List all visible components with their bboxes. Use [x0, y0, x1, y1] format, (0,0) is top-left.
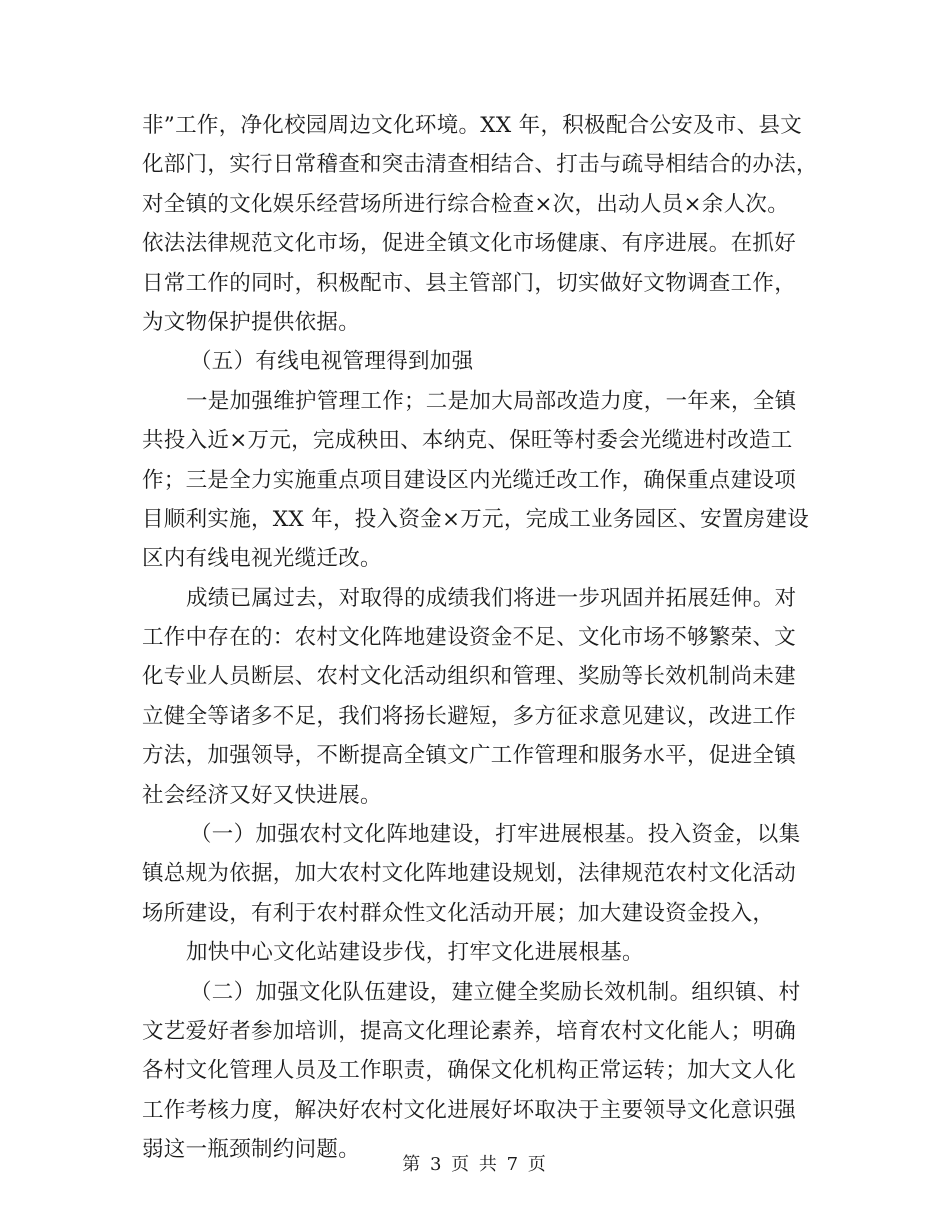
page-footer: 第 3 页 共 7 页 [402, 1154, 548, 1175]
text-line: 文艺爱好者参加培训，提高文化理论素养，培育农村文化能人；明确 [142, 1018, 797, 1044]
text-line: 为文物保护提供依据。 [142, 309, 361, 335]
text-line: 依法法律规范文化市场，促进全镇文化市场健康、有序进展。在抓好 [142, 231, 797, 257]
text-line: 场所建设，有利于农村群众性文化活动开展；加大建设资金投入， [142, 900, 775, 926]
text-line: 化专业人员断层、农村文化活动组织和管理、奖励等长效机制尚未建 [142, 664, 797, 690]
text-line: 对全镇的文化娱乐经营场所进行综合检查×次，出动人员×余人次。 [142, 191, 790, 217]
text-line: 立健全等诸多不足，我们将扬长避短，多方征求意见建议，改进工作 [142, 703, 797, 729]
text-line: 弱这一瓶颈制约问题。 [142, 1137, 361, 1163]
text-line: 一是加强维护管理工作；二是加大局部改造力度，一年来，全镇 [186, 388, 797, 414]
text-line: 方法，加强领导，不断提高全镇文广工作管理和服务水平，促进全镇 [142, 743, 797, 769]
document-body [142, 106, 818, 1170]
text-line: 工作中存在的：农村文化阵地建设资金不足、文化市场不够繁荣、文 [142, 625, 797, 651]
text-line: 非”工作，净化校园周边文化环境。XX 年，积极配合公安及市、县文 [142, 113, 803, 138]
text-line: 镇总规为依据，加大农村文化阵地建设规划，法律规范农村文化活动 [142, 861, 797, 887]
text-line: 化部门，实行日常稽查和突击清查相结合、打击与疏导相结合的办法， [142, 152, 818, 178]
text-line: 目顺利实施，XX 年，投入资金×万元，完成工业务园区、安置房建设 [142, 506, 810, 532]
text-line: 成绩已属过去，对取得的成绩我们将进一步巩固并拓展廷伸。对 [186, 585, 797, 611]
text-line: 社会经济又好又快进展。 [142, 782, 382, 808]
section-heading: （五）有线电视管理得到加强 [190, 349, 474, 375]
text-line: 区内有线电视光缆迁改。 [142, 546, 382, 572]
text-line: 共投入近×万元，完成秧田、本纳克、保旺等村委会光缆进村改造工 [142, 428, 793, 454]
text-line: 工作考核力度，解决好农村文化进展好坏取决于主要领导文化意识强 [142, 1097, 797, 1123]
text-line: 日常工作的同时，积极配市、县主管部门，切实做好文物调查工作， [142, 270, 797, 296]
text-line: 加快中心文化站建设步伐，打牢文化进展根基。 [186, 940, 644, 966]
text-line: （二）加强文化队伍建设，建立健全奖励长效机制。组织镇、村 [190, 979, 801, 1005]
text-line: 各村文化管理人员及工作职责，确保文化机构正常运转；加大文人化 [142, 1058, 797, 1084]
text-line: 作；三是全力实施重点项目建设区内光缆迁改工作，确保重点建设项 [142, 467, 797, 493]
text-line: （一）加强农村文化阵地建设，打牢进展根基。投入资金，以集 [190, 822, 801, 848]
